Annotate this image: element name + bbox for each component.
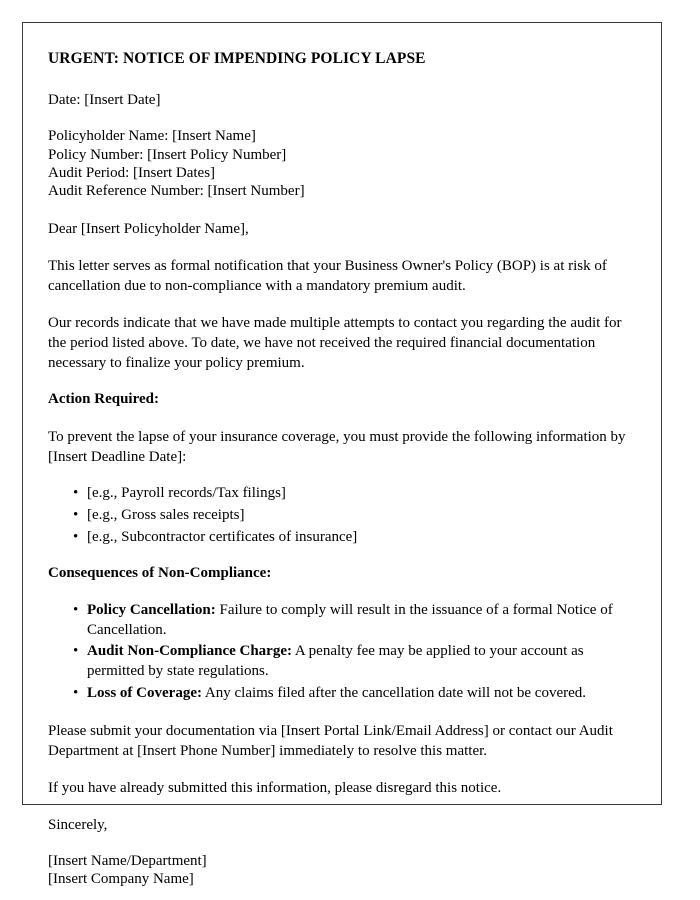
- date-line: Date: [Insert Date]: [48, 92, 161, 109]
- intro-paragraph: This letter serves as formal notification that your Business Owner's Policy (BOP) is at risk of cancellation due to non-compliance with a mandatory premium audit.: [48, 257, 607, 294]
- list-item-label: Policy Cancellation:: [87, 601, 216, 618]
- audit-period-line: Audit Period: [Insert Dates]: [48, 165, 216, 182]
- audit-reference-number-line: Audit Reference Number: [Insert Number]: [48, 183, 305, 200]
- list-item-text: Failure to comply will result in the issuance of a formal Notice of Cancellation.: [87, 601, 613, 638]
- disregard-paragraph: If you have already submitted this information, please disregard this notice.: [48, 779, 502, 796]
- list-item: [48, 642, 636, 682]
- list-item-label: Audit Non-Compliance Charge:: [87, 643, 292, 660]
- page-title: URGENT: NOTICE OF IMPENDING POLICY LAPSE: [48, 50, 426, 67]
- required-information-list: [48, 484, 636, 547]
- consequences-heading: Consequences of Non-Compliance:: [48, 565, 272, 582]
- closing-line: Sincerely,: [48, 817, 108, 834]
- submission-paragraph: Please submit your documentation via [Insert Portal Link/Email Address] or contact our Audit Department at [Insert Phone Number] immediately to resolve this matter.: [48, 722, 613, 759]
- signature-name-department: [Insert Name/Department]: [48, 853, 207, 870]
- signature-company-name: [Insert Company Name]: [48, 871, 194, 888]
- policy-details-block: [48, 127, 636, 200]
- document-page: [22, 22, 662, 888]
- policy-number-line: Policy Number: [Insert Policy Number]: [48, 146, 287, 163]
- consequences-list: [48, 601, 636, 704]
- list-item-label: Loss of Coverage:: [87, 684, 202, 701]
- salutation: Dear [Insert Policyholder Name],: [48, 220, 249, 237]
- list-item-text: A penalty fee may be applied to your account as permitted by state regulations.: [87, 643, 584, 680]
- policyholder-name-line: Policyholder Name: [Insert Name]: [48, 128, 256, 145]
- action-required-paragraph: To prevent the lapse of your insurance coverage, you must provide the following information by [Insert Deadline Date]:: [48, 428, 626, 465]
- signature-block: [48, 852, 636, 889]
- records-paragraph: Our records indicate that we have made multiple attempts to contact you regarding the audit for the period listed above. To date, we have not received the required financial documentation necessary to finalize your policy premium.: [48, 314, 622, 372]
- list-item: • [e.g., Gross sales receipts]: [48, 506, 636, 526]
- list-item: [48, 601, 636, 641]
- document-body: [23, 23, 661, 889]
- action-required-heading: Action Required:: [48, 391, 159, 408]
- list-item-text: Any claims filed after the cancellation date will not be covered.: [201, 684, 587, 701]
- list-item: • [e.g., Subcontractor certificates of insurance]: [48, 528, 636, 548]
- list-item: • [e.g., Payroll records/Tax filings]: [48, 484, 636, 504]
- list-item: [48, 684, 636, 704]
